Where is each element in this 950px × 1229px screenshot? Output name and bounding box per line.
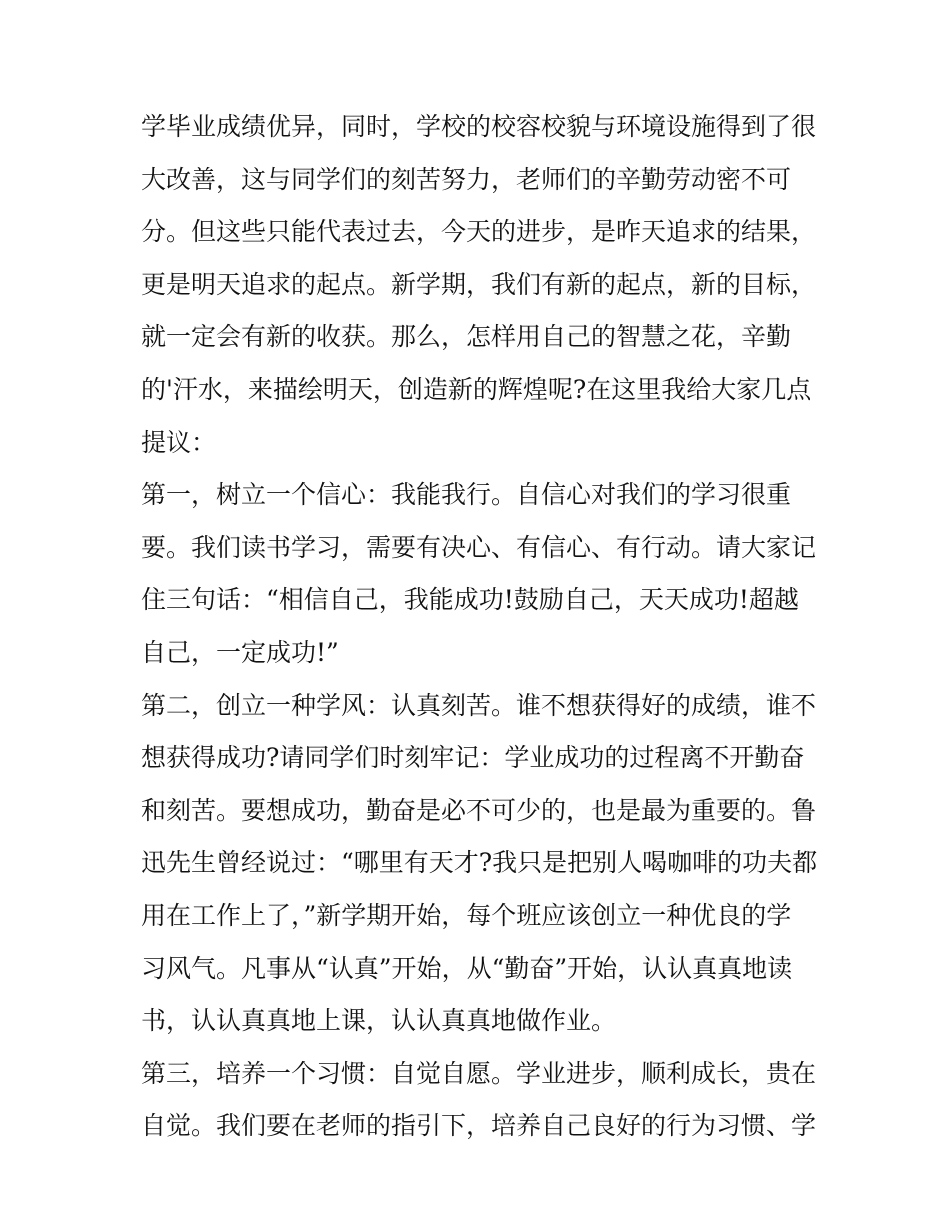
text-line: 习风气。凡事从“认真”开始，从“勤奋”开始，认认真真地读 <box>141 953 793 983</box>
text-line: 的'汗水，来描绘明天，创造新的辉煌呢?在这里我给大家几点 <box>141 374 812 404</box>
text-line: 用在工作上了，”新学期开始，每个班应该创立一种优良的学 <box>141 900 792 930</box>
text-line: 和刻苦。要想成功，勤奋是必不可少的，也是最为重要的。鲁 <box>141 795 817 825</box>
text-line: 自己，一定成功!” <box>141 637 339 667</box>
text-line: 自觉。我们要在老师的指引下，培养自己良好的行为习惯、学 <box>141 1111 817 1141</box>
text-line: 迅先生曾经说过：“哪里有天才?我只是把别人喝咖啡的功夫都 <box>141 848 818 878</box>
text-line: 分。但这些只能代表过去，今天的进步，是昨天追求的结果， <box>141 217 817 247</box>
text-line: 大改善，这与同学们的刻苦努力，老师们的辛勤劳动密不可 <box>141 164 792 194</box>
text-line: 更是明天追求的起点。新学期，我们有新的起点，新的目标， <box>141 269 817 299</box>
body-text <box>141 101 821 1153</box>
text-line: 第一，树立一个信心：我能我行。自信心对我们的学习很重 <box>141 480 792 510</box>
text-line: 要。我们读书学习，需要有决心、有信心、有行动。请大家记 <box>141 532 817 562</box>
text-line: 学毕业成绩优异，同时，学校的校容校貌与环境设施得到了很 <box>141 112 817 141</box>
text-line: 第三，培养一个习惯：自觉自愿。学业进步，顺利成长，贵在 <box>141 1058 817 1088</box>
text-line: 提议： <box>141 427 217 457</box>
text-line: 就一定会有新的收获。那么，怎样用自己的智慧之花，辛勤 <box>141 322 792 352</box>
text-line: 想获得成功?请同学们时刻牢记：学业成功的过程离不开勤奋 <box>141 743 805 773</box>
text-line: 书，认认真真地上课，认认真真地做作业。 <box>141 1006 617 1036</box>
text-line: 第二，创立一种学风：认真刻苦。谁不想获得好的成绩，谁不 <box>141 690 817 720</box>
text-line: 住三句话：“相信自己，我能成功!鼓励自己，天天成功!超越 <box>141 585 799 615</box>
